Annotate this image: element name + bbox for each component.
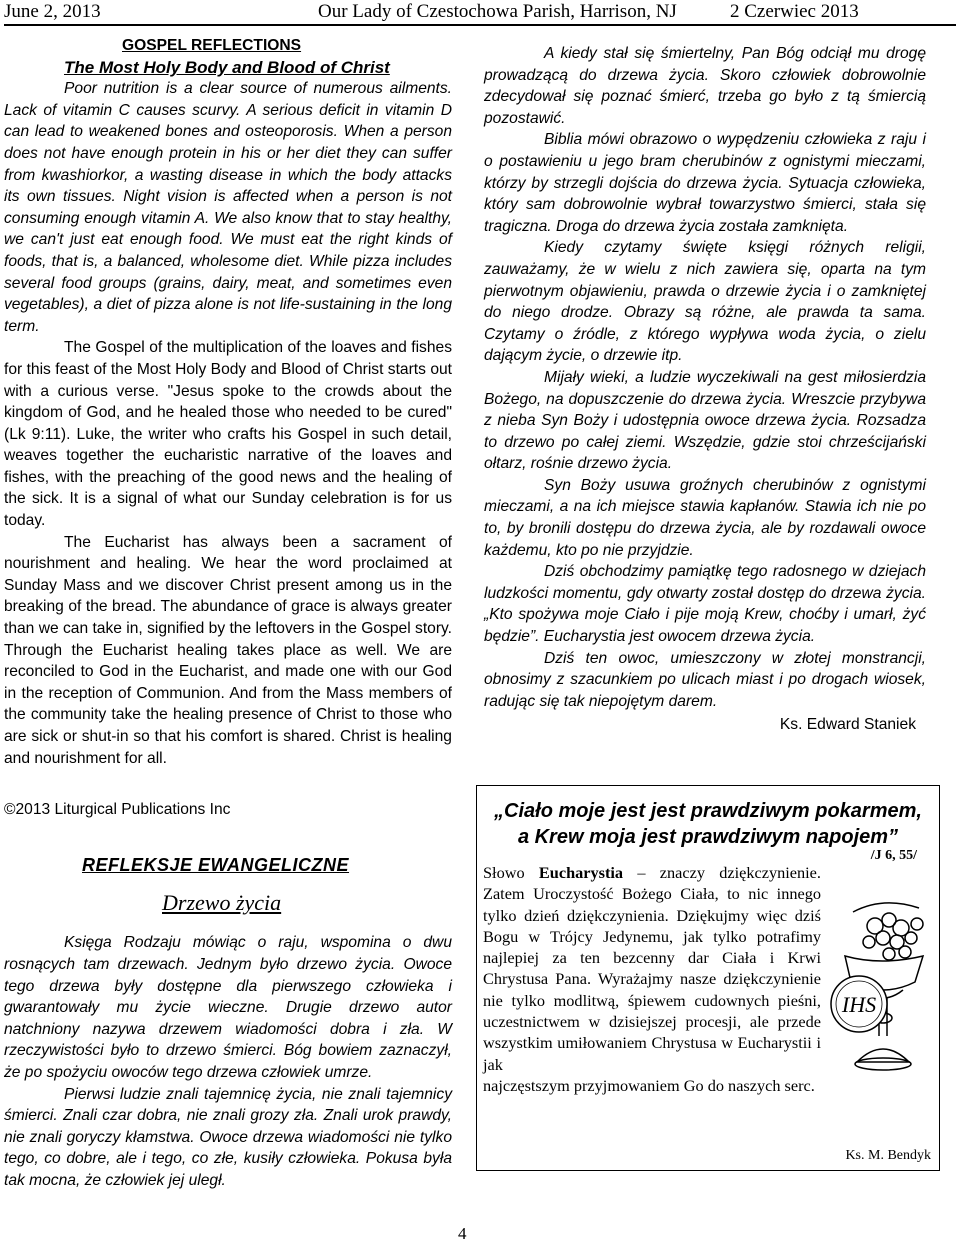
refleksje-heading: REFLEKSJE EWANGELICZNE: [82, 854, 350, 875]
drzewo-title: Drzewo życia: [162, 890, 282, 916]
box-text-last-line: najczęstszym przyjmowaniem Go do naszych serc.: [483, 1075, 815, 1095]
page-number: 4: [458, 1224, 467, 1243]
right-paragraph-3: Kiedy czytamy święte księgi różnych religii, zauważamy, że w wielu z nich zawiera się, oparta na tym pierwotnym objawieniu, prawda o drzewie życia i o zamkniętej do niego drodze. Obrazy są różne, ale prawda ta sama. Czytamy o źródle, z którego wypływa woda życia, o zielu dającym życie, o drzewie itp.: [484, 239, 926, 365]
gospel-heading: GOSPEL REFLECTIONS: [122, 37, 302, 54]
ihs-monogram: IHS: [841, 992, 877, 1017]
page-header: [0, 0, 960, 24]
right-paragraph-1: A kiedy stał się śmiertelny, Pan Bóg odciął mu drogę prowadzącą do drzewa życia. Skoro człowiek dobrowolnie zdecydował się poznać śmierć, trzeba go było z tą śmiercią pozostawić.: [484, 45, 926, 127]
right-paragraph-5: Syn Boży usuwa groźnych cherubinów z ognistymi mieczami, a na ich miejsce stawia kapłanów. Stawia ich nie po to, by bronili dostępu do drzewa życia, ale by rozdawali owoce każdemu, kto po nie przyjdzie.: [484, 476, 926, 559]
staniek-signature: Ks. Edward Staniek: [779, 716, 916, 734]
right-column: [484, 43, 926, 736]
right-paragraph-4: Mijały wieki, a ludzie wyczekiwali na gest miłosierdzia Bożego, na dopuszczenie do drzewa życia. Wreszcie przybywa z nieba Syn Boży i udostępnia owoce drzewa życia. Rozsadza to drzewo po całej ziemi. Wszędzie, gdzie stoi chrześcijański ołtarz, rośnie drzewo życia.: [484, 368, 926, 473]
eucharist-box: [476, 785, 940, 1171]
gospel-paragraph-1: Poor nutrition is a clear source of numerous ailments. Lack of vitamin C causes scurvy. A serious deficit in vitamin D can lead to weakened bones and osteoporosis. When a person does not have enough protein in his or her diet they can suffer from kwashiorkor, a wasting disease in which the body attacks its own tissues. Night vision is affected when a person is not consuming enough vitamin A. We also know that to stay healthy, we can't just eat enough food. We must eat the right kinds of foods, that is, a balanced, wholesome diet. While pizza includes several food groups (grains, dairy, meat, and sometimes even vegetables), a diet of pizza alone is not life-sustaining in the long term.: [4, 80, 453, 335]
box-title-line-1: „Ciało moje jest jest prawdziwym pokarmem,: [494, 800, 922, 822]
gospel-title: The Most Holy Body and Blood of Christ: [64, 57, 390, 77]
polish-paragraph-2: Pierwsi ludzie znali tajemnicę życia, nie znali tajemnicy śmierci. Znali czar dobra, nie znali grozy zła. Znali urok prawdy, nie znali goryczy kłamstwa. Owoce drzewa wiadomości nie tylko tego, co dobre, ale i tego, co złe, kusiły człowieka. Pokusa była tak mocna, że człowiek jej uległ.: [4, 1085, 452, 1189]
polish-paragraph-1: Księga Rodzaju mówiąc o raju, wspomina o dwu rosnących tam drzewach. Jednym było drzewo życia. Owoce tego drzewa były dostępne dla pierwszego człowieka i gwarantowały mu życie wieczne. Drugie drzewo autor natchniony nazywa drzewem wiadomości dobra i zła. W rzeczywistości było to drzewo śmierci. Bóg bowiem zaznaczył, że po spożyciu owoców tego drzewa człowiek umrze.: [4, 934, 452, 1081]
left-column: [4, 35, 452, 1192]
header-divider: [4, 24, 956, 26]
right-paragraph-2: Biblia mówi obrazowo o wypędzeniu człowieka z raju i o postawieniu u jego bram cherubinów z ognistymi mieczami, którzy by strzegli dojścia do drzewa życia. Sytuacja człowieka, który sam dobrowolnie wybrał towarzystwo śmierci, stała się tragiczna. Droga do drzewa życia została zamknięta.: [484, 131, 926, 235]
box-text: Słowo Eucharystia – znaczy dziękczynienie. Zatem Uroczystość Bożego Ciała, to nic innego tylko dzień dziękczynienia. Dziękujmy więc dziś Bogu w Trójcy Jedynemu, jak tylko potrafimy najlepiej za ten bezcenny dar Ciała i Krwi Chrystusa Pana. Wyrażajmy nasze dziękczynienie nie tylko modlitwą, śpiewem cudownych pieśni, uczestnictwem w dzisiejszej procesji, ale przede wszystkim umiłowaniem Chrystusa w Eucharystii i jak najczęstszym przyjmowaniem Go do naszych serc.: [483, 862, 821, 1096]
header-date-en: June 2, 2013: [4, 1, 101, 22]
box-title: [477, 798, 939, 850]
header-date-pl: 2 Czerwiec 2013: [730, 1, 859, 22]
gospel-paragraph-3: The Eucharist has always been a sacrament of nourishment and healing. We hear the word proclaimed at Sunday Mass and we discover Christ present among us in the breaking of the bread. The abundance of grace is always greater than we can take in, signified by the leftovers in the Gospel story. Through the Eucharist healing takes place as well. We are reconciled to God in the Eucharist, and made one with our God in the reception of Communion. And from the Mass members of the community take the healing presence of Christ to those who are sick or shut-in so that his comfort is shared. Christ is healing and nourishment for all.: [4, 533, 452, 767]
copyright-notice: ©2013 Liturgical Publications Inc: [4, 801, 231, 819]
bendyk-signature: Ks. M. Bendyk: [845, 1148, 931, 1163]
right-paragraph-7: Dziś ten owoc, umieszczony w złotej monstrancji, obnosimy z szacunkiem po ulicach miast i po drogach wiosek, radując się tak niepojętym darem.: [484, 649, 926, 710]
right-paragraph-6: Dziś obchodzimy pamiątkę tego radosnego w dziejach ludzkości momentu, gdy otwarty został dostęp do drzewa życia. „Kto spożywa moje Ciało i pije moją Krew, choćby i umarł, żyć będzie”. Eucharystia jest owocem drzewa życia.: [484, 563, 926, 646]
box-scripture-ref: /J 6, 55/: [870, 848, 917, 863]
eucharystia-word: Eucharystia: [538, 863, 624, 882]
chalice-host-icon: [823, 886, 933, 1086]
box-title-line-2: a Krew moja jest prawdziwym napojem”: [517, 826, 899, 848]
header-parish: Our Lady of Czestochowa Parish, Harrison, NJ: [318, 1, 677, 22]
gospel-paragraph-2: The Gospel of the multiplication of the loaves and fishes for this feast of the Most Holy Body and Blood of Christ starts out with a curious verse. "Jesus spoke to the crowds about the kingdom of God, and he healed those who needed to be cured" (Lk 9:11). Luke, the writer who crafts his Gospel in such detail, weaves together the eucharistic narrative of the loaves and fishes, with the preaching of the good news and the healing of the sick. It is a signal of what our Sunday celebration is for us today.: [4, 339, 452, 530]
